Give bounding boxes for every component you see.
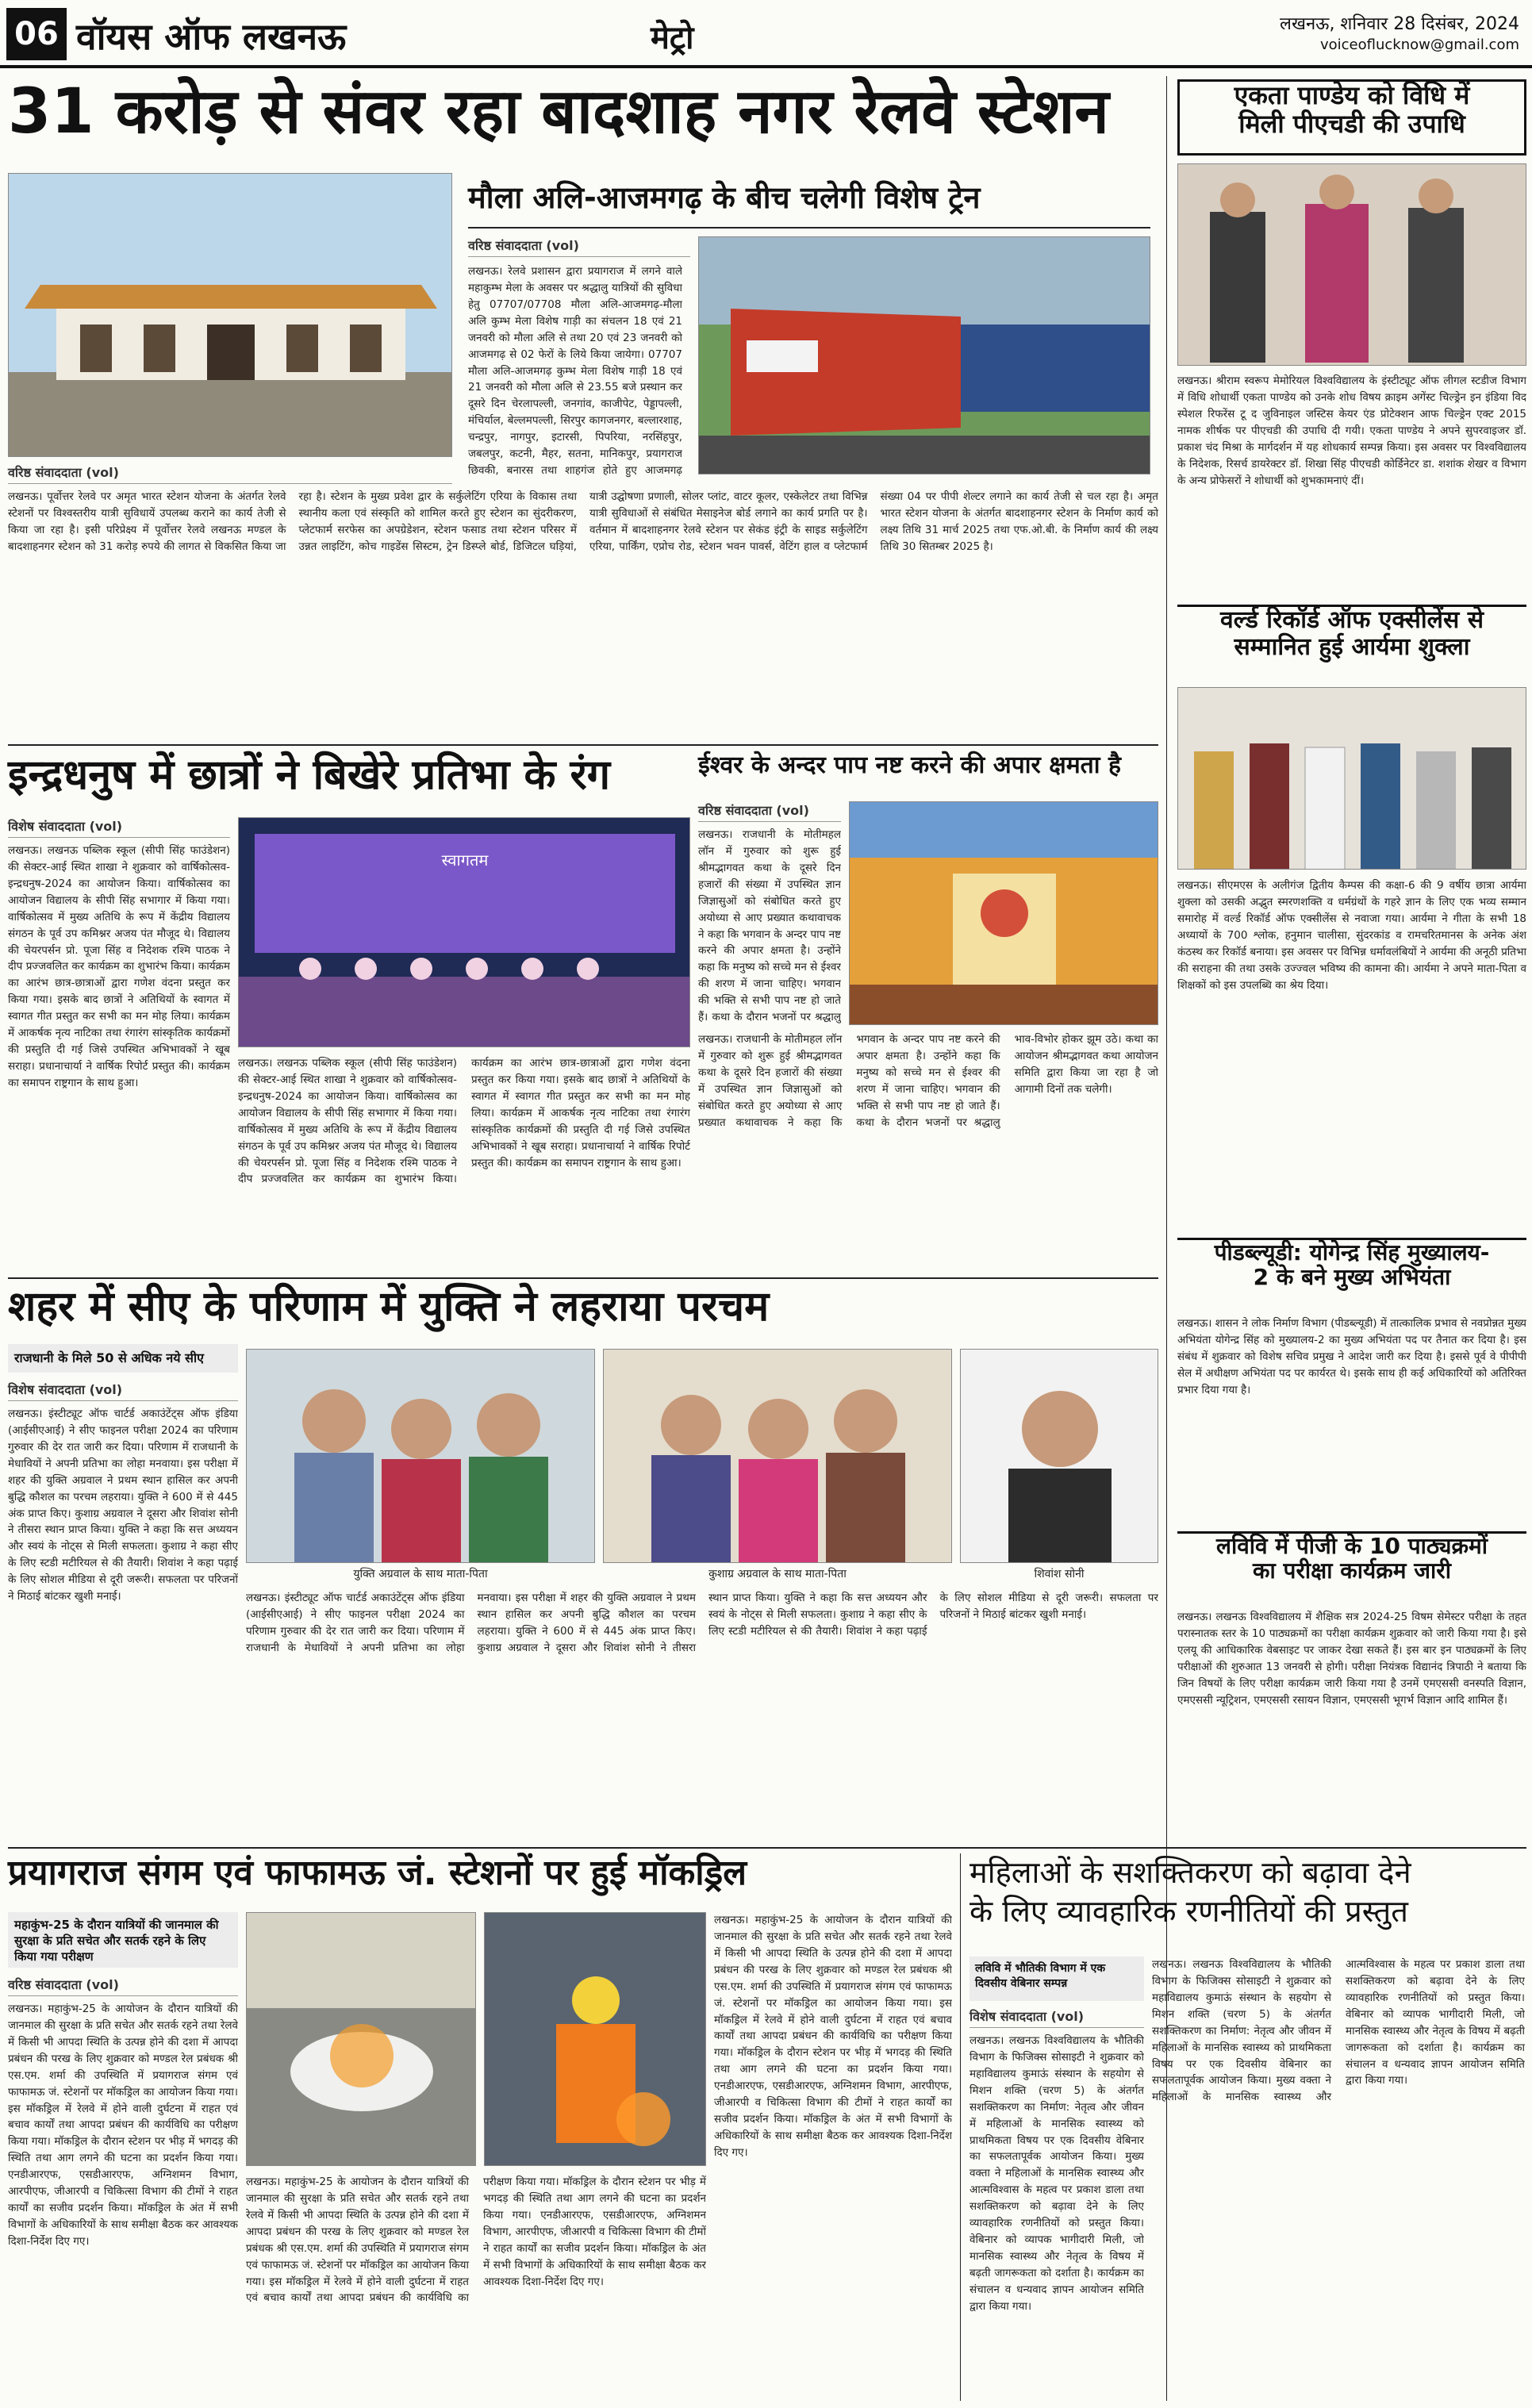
mock-body-3: लखनऊ। महाकुंभ-25 के आयोजन के दौरान यात्रियों की जानमाल की सुरक्षा के प्रति सचेत और सतर्क रहने तथा रेलवे में किसी भी आपदा स्थिति के उत्पन्न होने की दशा में आपदा प्रबंधन की परख के लिए शुक्रवार को मण्डल रेल प्रबंधक श्री एस.एम. शर्मा की उपस्थिति में प्रयागराज संगम एवं फाफामऊ जं. स्टेशनों पर मॉकड्रिल का आयोजन किया गया। इस मॉकड्रिल में रेलवे में होने वाली दुर्घटना में राहत एवं बचाव कार्यों तथा आपदा प्रबंधन की कार्यविधि का परीक्षण किया गया। मॉकड्रिल के दौरान स्टेशन पर भीड़ में भगदड़ की स्थिति तथा आग लगने की घटना का प्रदर्शन किया गया। एनडीआरएफ, एसडीआरएफ, अग्निशमन विभाग, आरपीएफ, जीआरपी व चिकित्सा विभाग की टीमों ने राहत कार्यों का सजीव प्रदर्शन किया। मॉकड्रिल के अंत में सभी विभागों के अधिकारियों के साथ समीक्षा बैठक कर आवश्यक दिशा-निर्देश दिए गए। xyxy=(714,1914,952,2159)
train-byline: वरिष्ठ संवाददाता (vol) xyxy=(468,236,690,257)
mock-photo-1 xyxy=(246,1912,476,2166)
phd-headline-1: एकता पाण्डेय को विधि में xyxy=(1234,80,1470,110)
ishwar-headline: ईश्वर के अन्दर पाप नष्ट करने की अपार क्षमता है xyxy=(698,751,1121,779)
ishwar-body-2: लखनऊ। राजधानी के मोतीमहल लॉन में गुरुवार को शुरू हुई श्रीमद्भागवत कथा के दूसरे दिन हजारों की संख्या में उपस्थित ज्ञान जिज्ञासुओं को संबोधित करते हुए अयोध्या से आए प्रख्यात कथावाचक ने कहा कि भगवान के अन्दर पाप नष्ट करने की अपार क्षमता है। उन्होंने कहा कि मनुष्य को सच्चे मन से ईश्वर की शरण में जाना चाहिए। भगवान की भक्ति से सभी पाप नष्ट हो जाते हैं। कथा के दौरान भजनों पर श्रद्धालु भाव-विभोर होकर झूम उठे। कथा का आयोजन श्रीमद्भागवत कथा आयोजन समिति द्वारा किया जा रहा है जो आगामी दिनों तक चलेगी। xyxy=(698,1033,1158,1129)
masthead xyxy=(0,0,1532,68)
women-headline-box xyxy=(969,1853,1525,1949)
ishwar-body-1: लखनऊ। राजधानी के मोतीमहल लॉन में गुरुवार को शुरू हुई श्रीमद्भागवत कथा के दूसरे दिन हजारों की संख्या में उपस्थित ज्ञान जिज्ञासुओं को संबोधित करते हुए अयोध्या से आए प्रख्यात कथावाचक ने कहा कि भगवान के अन्दर पाप नष्ट करने की अपार क्षमता है। उन्होंने कहा कि मनुष्य को सच्चे मन से ईश्वर की शरण में जाना चाहिए। भगवान की भक्ति से सभी पाप नष्ट हो जाते हैं। कथा के दौरान भजनों पर श्रद्धालु xyxy=(698,828,841,1024)
train-photo xyxy=(698,236,1150,474)
ca-photo-3 xyxy=(960,1349,1158,1563)
women-headline-2: के लिए व्यावहारिक रणनीतियों की प्रस्तुत xyxy=(969,1894,1408,1930)
ishwar-byline: वरिष्ठ संवाददाता (vol) xyxy=(698,801,841,822)
main-byline: वरिष्ठ संवाददाता (vol) xyxy=(8,463,452,484)
women-byline: विशेष संवाददाता (vol) xyxy=(969,2007,1144,2028)
ca-headline: शहर में सीए के परिणाम में युक्ति ने लहराया परचम xyxy=(8,1283,770,1331)
ca-photo-2 xyxy=(603,1349,952,1563)
ca-byline: विशेष संवाददाता (vol) xyxy=(8,1381,238,1401)
pwd-headline-box xyxy=(1177,1238,1526,1309)
paper-name: वॉयस ऑफ लखनऊ xyxy=(76,15,347,58)
record-body: लखनऊ। सीएमएस के अलीगंज द्वितीय कैम्पस की कक्षा-6 की 9 वर्षीय छात्रा आर्यमा शुक्ला को उसकी अद्भुत स्मरणशक्ति व धर्मग्रंथों के गहरे ज्ञान के लिए एक भव्य सम्मान समारोह में वर्ल्ड रिकॉर्ड ऑफ एक्सीलेंस से नवाजा गया। आर्यमा ने गीता के सभी 18 अध्यायों के 700 श्लोक, हनुमान चालीसा, सुंदरकांड व रामचरितमानस के अनेक अंश कंठस्थ कर रिकॉर्ड बनाया। इस अवसर पर विभिन्न धर्मावलंबियों ने आर्यमा की अनूठी प्रतिभा की सराहना की तथा उसके उज्ज्वल भविष्य की कामना की। आर्यमा ने अपने माता-पिता व शिक्षकों को इस उपलब्धि का श्रेय दिया। xyxy=(1177,879,1526,992)
mock-sidebox: महाकुंभ-25 के दौरान यात्रियों की जानमाल की सुरक्षा के प्रति सचेत और सतर्क रहने के लिए किया गया परीक्षण xyxy=(8,1912,238,1968)
mock-body-2: लखनऊ। महाकुंभ-25 के आयोजन के दौरान यात्रियों की जानमाल की सुरक्षा के प्रति सचेत और सतर्क रहने तथा रेलवे में किसी भी आपदा स्थिति के उत्पन्न होने की दशा में आपदा प्रबंधन की परख के लिए शुक्रवार को मण्डल रेल प्रबंधक श्री एस.एम. शर्मा की उपस्थिति में प्रयागराज संगम एवं फाफामऊ जं. स्टेशनों पर मॉकड्रिल का आयोजन किया गया। इस मॉकड्रिल में रेलवे में होने वाली दुर्घटना में राहत एवं बचाव कार्यों तथा आपदा प्रबंधन की कार्यविधि का परीक्षण किया गया। मॉकड्रिल के दौरान स्टेशन पर भीड़ में भगदड़ की स्थिति तथा आग लगने की घटना का प्रदर्शन किया गया। एनडीआरएफ, एसडीआरएफ, अग्निशमन विभाग, आरपीएफ, जीआरपी व चिकित्सा विभाग की टीमों ने राहत कार्यों का सजीव प्रदर्शन किया। मॉकड्रिल के अंत में सभी विभागों के अधिकारियों के साथ समीक्षा बैठक कर आवश्यक दिशा-निर्देश दिए गए। xyxy=(246,2176,706,2305)
phd-illustration xyxy=(1178,164,1526,366)
record-headline-box xyxy=(1177,605,1526,681)
record-headline-2: सम्मानित हुई आर्यमा शुक्ला xyxy=(1234,632,1470,661)
lu-body: लखनऊ। लखनऊ विश्वविद्यालय में शैक्षिक सत्र 2024-25 विषम सेमेस्टर परीक्षा के तहत परास्नातक स्तर के 10 पाठ्यक्रमों का परीक्षा कार्यक्रम शुक्रवार को जारी किया गया है। इसे एलयू की आधिकारिक वेबसाइट पर जाकर देखा सकते हैं। इस बार इन पाठ्यक्रमों के लिए परीक्षाओं की शुरुआत 13 जनवरी से होगी। परीक्षा नियंत्रक विद्यानंद त्रिपाठी ने बताया कि जिन विषयों के लिए परीक्षा कार्यक्रम जारी किया गया है उनमें एमएससी वनस्पति विज्ञान, एमएससी न्यूट्रिशन, एमएससी रसायन विज्ञान, एमएससी भूगर्भ विज्ञान आदि शामिल हैं। xyxy=(1177,1611,1526,1707)
main-body: लखनऊ। पूर्वोत्तर रेलवे पर अमृत भारत स्टेशन योजना के अंतर्गत रेलवे स्टेशनों पर विश्वस्तरीय यात्री सुविधायें उपलब्ध कराने का कार्य तेजी से किया जा रहा है। इसी परिप्रेक्ष्य में पूर्वोत्तर रेलवे लखनऊ मण्डल के बादशाहनगर स्टेशन को 31 करोड़ रुपये की लागत से विकसित किया जा रहा है। स्टेशन के मुख्य प्रवेश द्वार के सर्कुलेटिंग एरिया के विकास तथा स्थानीय कला एवं संस्कृति को शामिल करते हुए स्टेशन का सुंदरीकरण, प्लेटफार्म सरफेस का अपग्रेडेशन, स्टेशन फसाड तथा स्टेशन परिसर में उन्नत लाइटिंग, कोच गाइडेंस सिस्टम, ट्रेन डिस्प्ले बोर्ड, डिजिटल घड़ियां, यात्री उद्घोषणा प्रणाली, सोलर प्लांट, वाटर कूलर, एस्केलेटर तथा विभिन्न यात्री सुविधाओं से संबंधित मेसाइनेज बोर्ड लगाने का कार्य प्रगति पर है। वर्तमान में बादशाहनगर रेलवे स्टेशन पर सेकंड इंट्री के साइड सर्कुलेटिंग एरिया, पार्किंग, एप्रोच रोड, स्टेशन भवन पावर्स, वेटिंग हाल व प्लेटफार्म संख्या 04 पर पीपी शेल्टर लगाने का कार्य तेजी से चल रहा है। अमृत भारत स्टेशन योजना के अंतर्गत बादशाहनगर स्टेशन के निर्माण कार्य को लक्ष्य तिथि 31 मार्च 2025 तथा एफ.ओ.बी. के निर्माण कार्य की लक्ष्य तिथि 30 सितम्बर 2025 है। xyxy=(8,490,1158,553)
train-illustration xyxy=(699,237,1150,474)
section-rule xyxy=(8,1847,1526,1849)
dateline: लखनऊ, शनिवार 28 दिसंबर, 2024 xyxy=(1280,14,1519,34)
school-illustration xyxy=(239,818,690,1047)
phd-headline-2: मिली पीएचडी की उपाधि xyxy=(1238,108,1465,139)
record-photo xyxy=(1177,687,1526,870)
mock-body-1: लखनऊ। महाकुंभ-25 के आयोजन के दौरान यात्रियों की जानमाल की सुरक्षा के प्रति सचेत और सतर्क रहने तथा रेलवे में किसी भी आपदा स्थिति के उत्पन्न होने की दशा में आपदा प्रबंधन की परख के लिए शुक्रवार को मण्डल रेल प्रबंधक श्री एस.एम. शर्मा की उपस्थिति में प्रयागराज संगम एवं फाफामऊ जं. स्टेशनों पर मॉकड्रिल का आयोजन किया गया। इस मॉकड्रिल में रेलवे में होने वाली दुर्घटना में राहत एवं बचाव कार्यों तथा आपदा प्रबंधन की कार्यविधि का परीक्षण किया गया। मॉकड्रिल के दौरान स्टेशन पर भीड़ में भगदड़ की स्थिति तथा आग लगने की घटना का प्रदर्शन किया गया। एनडीआरएफ, एसडीआरएफ, अग्निशमन विभाग, आरपीएफ, जीआरपी व चिकित्सा विभाग की टीमों ने राहत कार्यों का सजीव प्रदर्शन किया। मॉकड्रिल के अंत में सभी विभागों के अधिकारियों के साथ समीक्षा बैठक कर आवश्यक दिशा-निर्देश दिए गए। xyxy=(8,2003,238,2248)
section-rule xyxy=(8,744,1158,746)
women-body-2: लखनऊ। लखनऊ विश्वविद्यालय के भौतिकी विभाग के फिजिक्स सोसाइटी ने शुक्रवार को महाविद्यालय कुमाऊं संस्थान के सहयोग से मिशन शक्ति (चरण 5) के अंतर्गत सशक्तिकरण का निर्माण: नेतृत्व और जीवन में महिलाओं के मानसिक स्वास्थ्य को प्राथमिकता विषय पर एक दिवसीय वेबिनार का सफलतापूर्वक आयोजन किया। मुख्य वक्ता ने महिलाओं के मानसिक स्वास्थ्य और आत्मविश्वास के महत्व पर प्रकाश डाला तथा सशक्तिकरण को बढ़ावा देने के लिए व्यावहारिक रणनीतियों को प्रस्तुत किया। वेबिनार को व्यापक भागीदारी मिली, जो मानसिक स्वास्थ्य और नेतृत्व के विषय में बढ़ती जागरूकता को दर्शाता है। कार्यक्रम का संचालन व धन्यवाद ज्ञापन आयोजन समिति द्वारा किया गया। xyxy=(1152,1958,1525,2104)
main-headline: 31 करोड़ से संवर रहा बादशाह नगर रेलवे स्टेशन xyxy=(8,76,1109,148)
women-sidebox: लविवि में भौतिकी विभाग में एक दिवसीय वेबिनार सम्पन्न xyxy=(969,1957,1144,2001)
train-headline: मौला अलि-आजमगढ़ के बीच चलेगी विशेष ट्रेन xyxy=(468,181,1150,229)
school-body-2: लखनऊ। लखनऊ पब्लिक स्कूल (सीपी सिंह फाउंडेशन) की सेक्टर-आई स्थित शाखा ने शुक्रवार को वार्षिकोत्सव-इन्द्रधनुष-2024 का आयोजन किया। वार्षिकोत्सव का आयोजन विद्यालय के सीपी सिंह सभागार में किया गया। वार्षिकोत्सव में मुख्य अतिथि के रूप में केंद्रीय विद्यालय संगठन के पूर्व उप कमिश्नर अजय पंत मौजूद थे। विद्यालय की चेयरपर्सन प्रो. पूजा सिंह व निदेशक रश्मि पाठक ने दीप प्रज्जवलित कर कार्यक्रम का शुभारंभ किया। कार्यक्रम का आरंभ छात्र-छात्राओं द्वारा गणेश वंदना प्रस्तुत कर किया गया। इसके बाद छात्रों ने अतिथियों के स्वागत में स्वागत गीत प्रस्तुत कर सभी का मन मोह लिया। कार्यक्रम में आकर्षक नृत्य नाटिका तथा रंगारंग सांस्कृतिक कार्यक्रमों की प्रस्तुति दी गई जिसे उपस्थित अभिभावकों ने खूब सराहा। प्रधानाचार्या ने वार्षिक रिपोर्ट प्रस्तुत की। कार्यक्रम का समापन राष्ट्रगान के साथ हुआ। xyxy=(238,1057,690,1186)
school-body-1: लखनऊ। लखनऊ पब्लिक स्कूल (सीपी सिंह फाउंडेशन) की सेक्टर-आई स्थित शाखा ने शुक्रवार को वार्षिकोत्सव-इन्द्रधनुष-2024 का आयोजन किया। वार्षिकोत्सव का आयोजन विद्यालय के सीपी सिंह सभागार में किया गया। वार्षिकोत्सव में मुख्य अतिथि के रूप में केंद्रीय विद्यालय संगठन के पूर्व उप कमिश्नर अजय पंत मौजूद थे। विद्यालय की चेयरपर्सन प्रो. पूजा सिंह व निदेशक रश्मि पाठक ने दीप प्रज्जवलित कर कार्यक्रम का शुभारंभ किया। कार्यक्रम का आरंभ छात्र-छात्राओं द्वारा गणेश वंदना प्रस्तुत कर किया गया। इसके बाद छात्रों ने अतिथियों के स्वागत में स्वागत गीत प्रस्तुत कर सभी का मन मोह लिया। कार्यक्रम में आकर्षक नृत्य नाटिका तथा रंगारंग सांस्कृतिक कार्यक्रमों की प्रस्तुति दी गई जिसे उपस्थित अभिभावकों ने खूब सराहा। प्रधानाचार्या ने वार्षिक रिपोर्ट प्रस्तुत की। कार्यक्रम का समापन राष्ट्रगान के साथ हुआ। xyxy=(8,844,230,1089)
page-number: 06 xyxy=(6,8,67,60)
women-body-1: लखनऊ। लखनऊ विश्वविद्यालय के भौतिकी विभाग के फिजिक्स सोसाइटी ने शुक्रवार को महाविद्यालय कुमाऊं संस्थान के सहयोग से मिशन शक्ति (चरण 5) के अंतर्गत सशक्तिकरण का निर्माण: नेतृत्व और जीवन में महिलाओं के मानसिक स्वास्थ्य को प्राथमिकता विषय पर एक दिवसीय वेबिनार का सफलतापूर्वक आयोजन किया। मुख्य वक्ता ने महिलाओं के मानसिक स्वास्थ्य और आत्मविश्वास के महत्व पर प्रकाश डाला तथा सशक्तिकरण को बढ़ावा देने के लिए व्यावहारिक रणनीतियों को प्रस्तुत किया। वेबिनार को व्यापक भागीदारी मिली, जो मानसिक स्वास्थ्य और नेतृत्व के विषय में बढ़ती जागरूकता को दर्शाता है। कार्यक्रम का संचालन व धन्यवाद ज्ञापन आयोजन समिति द्वारा किया गया। xyxy=(969,2034,1144,2313)
lu-headline-1: लविवि में पीजी के 10 पाठ्यक्रमों xyxy=(1215,1533,1488,1559)
pwd-headline-2: 2 के बने मुख्य अभियंता xyxy=(1253,1264,1451,1291)
station-photo xyxy=(8,173,452,457)
ca-sidebox: राजधानी के मिले 50 से अधिक नये सीए xyxy=(8,1344,238,1373)
ca-caption-3: शिवांश सोनी xyxy=(1034,1568,1085,1580)
email: voiceoflucknow@gmail.com xyxy=(1319,36,1519,53)
pwd-body: लखनऊ। शासन ने लोक निर्माण विभाग (पीडब्ल्यूडी) में तात्कालिक प्रभाव से नवप्रोन्नत मुख्य अभियंता योगेन्द्र सिंह को मुख्यालय-2 का मुख्य अभियंता पद पर तैनात कर दिया है। इस संबंध में शुक्रवार को विशेष सचिव प्रमुख ने आदेश जारी कर दिया है। इससे पूर्व वे पीपीपी सेल में अधीक्षण अभियंता पद पर कार्यरत थे। इसके साथ ही कई अधिकारियों को अतिरिक्त प्रभार दिया गया है। xyxy=(1177,1317,1526,1396)
women-headline-1: महिलाओं के सशक्तिकरण को बढ़ावा देने xyxy=(969,1855,1411,1890)
mock-byline: वरिष्ठ संवाददाता (vol) xyxy=(8,1976,238,1996)
column-rule xyxy=(960,1853,961,2401)
mock-illustration-2 xyxy=(485,1913,706,2166)
section-rule xyxy=(8,1277,1158,1279)
school-photo xyxy=(238,817,690,1047)
lu-headline-box xyxy=(1177,1531,1526,1603)
ca-illustration-2 xyxy=(604,1350,952,1563)
pwd-headline-1: पीडब्ल्यूडी: योगेन्द्र सिंह मुख्यालय- xyxy=(1214,1239,1490,1265)
phd-body: लखनऊ। श्रीराम स्वरूप मेमोरियल विश्वविद्यालय के इंस्टीट्यूट ऑफ लीगल स्टडीज विभाग में विधि शोधार्थी एकता पाण्डेय को उनके शोध विषय क्राइम अगेंस्ट चिल्ड्रेन इन इंडिया विद स्पेशल रिफरेंस टू द जुविनाइल जस्टिस केयर एंड प्रोटेक्शन आफ चिल्ड्रेन एक्ट 2015 नामक शीर्षक पर पीएचडी की उपाधि दी गयी। एकता पाण्डेय ने अपने सुपरवाइजर डॉ. प्रकाश चंद मिश्रा के मार्गदर्शन में यह शोधकार्य सम्पन्न किया। इस अवसर पर विश्वविद्यालय के निदेशक, रिसर्च डायरेक्टर डॉ. शिखा सिंह पीएचडी कोर्डिनेटर डा. शशांक शेखर व विभाग के अन्य प्रोफेसरों ने शोधार्थी को शुभकामनाएं दीं। xyxy=(1177,374,1526,487)
mock-headline: प्रयागराज संगम एवं फाफामऊ जं. स्टेशनों पर हुई मॉकड्रिल xyxy=(8,1853,747,1893)
ca-photo-1 xyxy=(246,1349,595,1563)
ca-illustration-3 xyxy=(961,1350,1158,1563)
record-illustration xyxy=(1178,688,1526,870)
ishwar-illustration xyxy=(850,802,1158,1025)
lu-headline-2: का परीक्षा कार्यक्रम जारी xyxy=(1253,1557,1451,1584)
phd-headline-box xyxy=(1177,79,1526,156)
record-headline-1: वर्ल्ड रिकॉर्ड ऑफ एक्सीलेंस से xyxy=(1220,606,1484,634)
phd-photo xyxy=(1177,163,1526,366)
section-name: मेट्रो xyxy=(651,20,694,56)
ca-body-1: लखनऊ। इंस्टीट्यूट ऑफ चार्टर्ड अकाउंटेंट्स ऑफ इंडिया (आईसीएआई) ने सीए फाइनल परीक्षा 2024 का परिणाम गुरुवार की देर रात जारी कर दिया। परिणाम में राजधानी के मेधावियों ने अपनी प्रतिभा का लोहा मनवाया। इस परीक्षा में शहर की युक्ति अग्रवाल ने प्रथम स्थान हासिल कर अपनी बुद्धि कौशल का परचम लहराया। युक्ति ने 600 में से 445 अंक प्राप्त किए। कुशाग्र अग्रवाल ने दूसरा और शिवांश सोनी ने तीसरा स्थान प्राप्त किया। युक्ति ने कहा कि सत्त अध्ययन और स्वयं के नोट्स से मिली सफलता। कुशाग्र ने कहा सीए के लिए स्टडी मटीरियल से की तैयारी। शिवांश ने कहा पढ़ाई के लिए सोशल मीडिया से दूरी जरूरी। सफलता पर परिजनों ने मिठाई बांटकर खुशी मनाई। xyxy=(8,1408,238,1603)
banner-text: स्वागतम xyxy=(441,851,489,870)
mock-illustration-1 xyxy=(247,1913,476,2166)
ca-caption-2: कुशाग्र अग्रवाल के साथ माता-पिता xyxy=(708,1568,847,1580)
station-illustration xyxy=(9,174,452,457)
ishwar-photo xyxy=(849,801,1158,1025)
ca-body-2: लखनऊ। इंस्टीट्यूट ऑफ चार्टर्ड अकाउंटेंट्स ऑफ इंडिया (आईसीएआई) ने सीए फाइनल परीक्षा 2024 का परिणाम गुरुवार की देर रात जारी कर दिया। परिणाम में राजधानी के मेधावियों ने अपनी प्रतिभा का लोहा मनवाया। इस परीक्षा में शहर की युक्ति अग्रवाल ने प्रथम स्थान हासिल कर अपनी बुद्धि कौशल का परचम लहराया। युक्ति ने 600 में से 445 अंक प्राप्त किए। कुशाग्र अग्रवाल ने दूसरा और शिवांश सोनी ने तीसरा स्थान प्राप्त किया। युक्ति ने कहा कि सत्त अध्ययन और स्वयं के नोट्स से मिली सफलता। कुशाग्र ने कहा सीए के लिए स्टडी मटीरियल से की तैयारी। शिवांश ने कहा पढ़ाई के लिए सोशल मीडिया से दूरी जरूरी। सफलता पर परिजनों ने मिठाई बांटकर खुशी मनाई। xyxy=(246,1592,1158,1654)
school-headline: इन्द्रधनुष में छात्रों ने बिखेरे प्रतिभा के रंग xyxy=(8,751,611,799)
school-byline: विशेष संवाददाता (vol) xyxy=(8,817,230,838)
ca-caption-1: युक्ति अग्रवाल के साथ माता-पिता xyxy=(353,1568,488,1580)
train-body: लखनऊ। रेलवे प्रशासन द्वारा प्रयागराज में लगने वाले महाकुम्भ मेला के अवसर पर श्रद्धालु यात्रियों की सुविधा हेतु 07707/07708 मौला अलि-आजमगढ़-मौला अलि कुम्भ मेला विशेष गाड़ी का संचलन 18 एवं 21 जनवरी को मौला अलि से तथा 20 एवं 23 जनवरी को आजमगढ़ से 02 फेरों के लिये किया जायेगा। 07707 मौला अलि-आजमगढ़ कुम्भ मेला विशेष गाड़ी 18 एवं 21 जनवरी को मौला अलि से 23.55 बजे प्रस्थान कर दूसरे दिन चेरलापल्ली, जनगांव, काजीपेट, पेड्डापल्ली, मंचिर्याल, बेल्लमपल्ली, सिरपुर कागजनगर, बल्लारशाह, चन्द्रपुर, नागपुर, इटारसी, पिपरिया, नरसिंहपुर, जबलपुर, कटनी, मैहर, सतना, मानिकपुर, प्रयागराज छिवकी, बनारस तथा शाहगंज होते हुए आजमगढ़ xyxy=(468,265,682,478)
mock-photo-2 xyxy=(484,1912,706,2166)
ca-illustration-1 xyxy=(247,1350,595,1563)
